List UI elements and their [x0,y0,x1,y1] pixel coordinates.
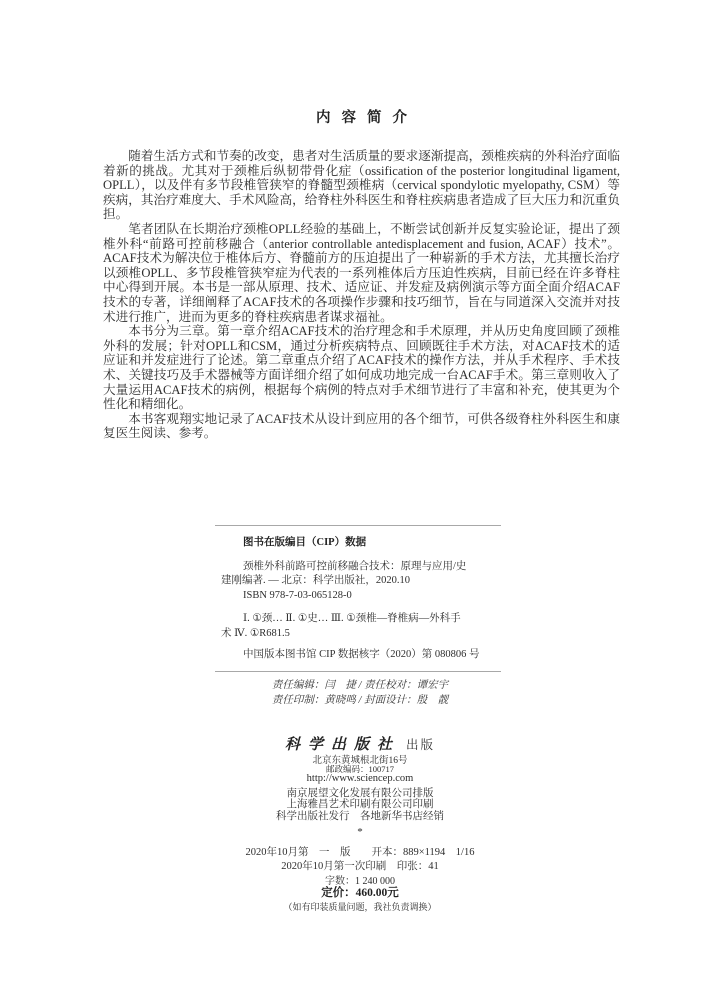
credits-editors-line: 责任编辑：闫 捷 / 责任校对：谭宏宇 [271,680,449,691]
publisher-line [0,733,720,754]
credits-print-design-line: 责任印制：黄晓鸣 / 封面设计：殷 靓 [271,695,449,706]
typesetting-company: 南京展望文化发展有限公司排版 [286,788,434,799]
cip-classification-line: Ⅰ. ①颈… Ⅱ. ①史… Ⅲ. ①颈椎—脊椎病—外科手 [243,613,461,624]
summary-paragraph: 笔者团队在长期治疗颈椎OPLL经验的基础上，不断尝试创新并反复实验论证，提出了颈椎外科“前路可控前移融合（anterior controllable antedisplacement and fusion, ACAF）技术”。ACAF技术为解决位于椎体后方、脊髓前方的压迫提出了一种崭新的手术方法，尤其擅长治疗以颈椎OPLL、多节段椎管狭窄症为代表的一系列椎体后方压迫性疾病，目前已经在许多脊柱中心得到开展。本书是一部从原理、技术、适应证、并发症及病例演示等方面全面介绍ACAF技术的专著，详细阐释了ACAF技术的各项操作步骤和技巧细节，旨在与同道深入交流并对技术进行推广，进而为更多的脊柱疾病患者谋求福祉。 [103,221,620,324]
publisher-name: 科学出版社 [284,737,400,753]
publisher-address: 北京东黄城根北街16号 [312,756,408,766]
cip-heading: 图书在版编目（CIP）数据 [243,537,367,548]
printing-company: 上海雅昌艺术印刷有限公司印刷 [286,799,434,810]
impression-sheets-line: 2020年10月第一次印刷 印张：41 [281,861,439,872]
word-count-line: 字数：1 240 000 [325,876,395,887]
summary-paragraph: 随着生活方式和节奏的改变，患者对生活质量的要求逐渐提高，颈椎疾病的外科治疗面临着新的挑战。尤其对于颈椎后纵韧带骨化症（ossification of the posterior longitudinal ligament, OPLL），以及伴有多节段椎管狭窄的脊髓型颈椎病（cervical spondylotic myelopathy, CSM）等疾病，其治疗难度大、手术风险高，给脊柱外科医生和脊柱疾病患者造成了巨大压力和沉重负担。 [103,149,620,222]
content-summary-section [103,106,620,441]
publisher-suffix: 出版 [406,738,436,752]
cip-title-line: 颈椎外科前路可控前移融合技术：原理与应用/史 [243,560,467,572]
quality-note: （如有印装质量问题，我社负责调换） [283,902,437,912]
editorial-credits [0,678,720,708]
cip-title-line: 建刚编著. — 北京：科学出版社，2020.10 [221,575,410,586]
publisher-postcode: 邮政编码：100717 [325,764,394,774]
cip-record-number: 中国版本图书馆 CIP 数据核字（2020）第 080806 号 [243,649,480,660]
cip-isbn: ISBN 978-7-03-065128-0 [243,589,352,601]
distribution-line: 科学出版社发行 各地新华书店经销 [276,811,444,822]
summary-paragraph: 本书分为三章。第一章介绍ACAF技术的治疗理念和手术原理，并从历史角度回顾了颈椎外科的发展；针对OPLL和CSM，通过分析疾病特点、回顾既往手术方法，对ACAF技术的适应证和并发症进行了论述。第二章重点介绍了ACAF技术的操作方法，并从手术程序、手术技术、关键技巧及手术器械等方面详细介绍了如何成功地完成一台ACAF手术。第三章则收入了大量运用ACAF技术的病例，根据每个病例的特点对手术细节进行了丰富和补充，使其更为个性化和精细化。 [103,324,620,412]
summary-title: 内容简介 [316,110,418,126]
cip-data-block [215,525,501,672]
separator-star: * [357,826,363,838]
edition-format-line: 2020年10月第 一 版 开本：889×1194 1/16 [245,847,475,858]
cip-classification-line: 术 Ⅳ. ①R681.5 [221,627,290,639]
publisher-website: http://www.sciencep.com [306,773,414,784]
summary-paragraph: 本书客观翔实地记录了ACAF技术从设计到应用的各个细节，可供各级脊柱外科医生和康复医生阅读、参考。 [103,411,620,441]
price-line: 定价：460.00元 [321,887,399,899]
